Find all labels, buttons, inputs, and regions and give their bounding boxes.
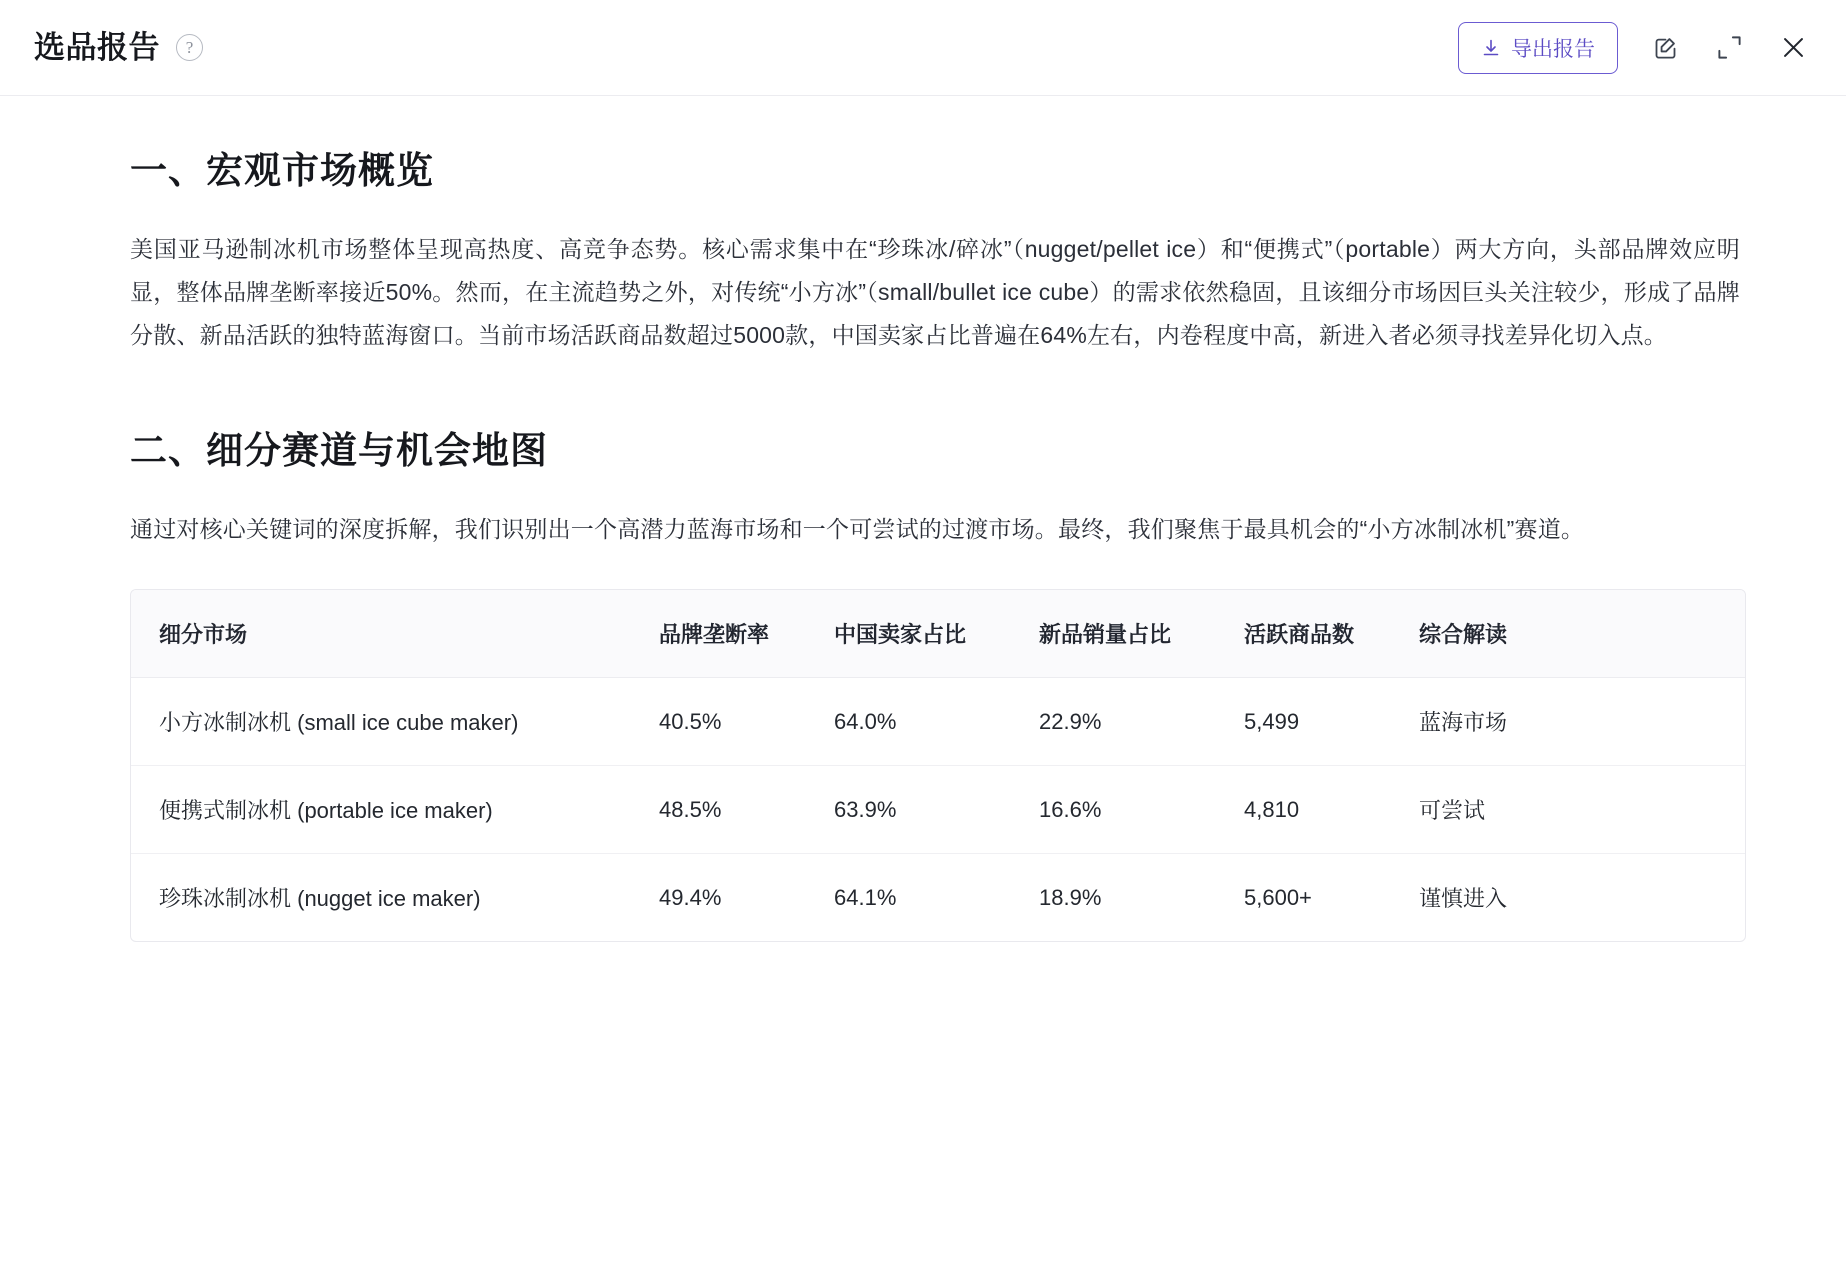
cell-market: 便携式制冰机 (portable ice maker): [131, 766, 659, 854]
close-icon[interactable]: [1776, 31, 1810, 65]
cell-market: 珍珠冰制冰机 (nugget ice maker): [159, 886, 481, 912]
section-paragraph-macro-overview: 美国亚马逊制冰机市场整体呈现高热度、高竞争态势。核心需求集中在“珍珠冰/碎冰”（nugget/pellet ice）和“便携式”（portable）两大方向，头部品牌效应明显，整体品牌垄断率接近50%。然而，在主流趋势之外，对传统“小方冰”（small/bullet ice cube）的需求依然稳固，且该细分市场因巨头关注较少，形成了品牌分散、新品活跃的独特蓝海窗口。当前市场活跃商品数超过5000款，中国卖家占比普遍在64%左右，内卷程度中高，新进入者必须寻找差异化切入点。: [130, 236, 1740, 348]
header-left-group: [34, 32, 203, 63]
section-heading-macro-overview: 一、宏观市场概览: [130, 150, 434, 191]
table-header: [131, 590, 1745, 678]
table-row: [131, 766, 1745, 854]
section-heading-segment-map: 二、细分赛道与机会地图: [130, 430, 548, 472]
table-row: [131, 678, 1745, 766]
help-icon[interactable]: ?: [176, 34, 203, 61]
cell-cn-seller-share: 64.1%: [834, 884, 897, 910]
column-header-new-product-share: 新品销量占比: [1039, 590, 1244, 678]
column-header-cn-seller-share: 中国卖家占比: [834, 590, 1039, 678]
export-report-button[interactable]: [1458, 22, 1618, 74]
edit-square-icon[interactable]: [1648, 31, 1682, 65]
cell-market: 小方冰制冰机 (small ice cube maker): [131, 678, 659, 766]
cell-new-product-share: 18.9%: [1039, 884, 1102, 910]
cell-verdict: 谨慎进入: [1419, 886, 1508, 912]
header-actions: [1458, 22, 1810, 74]
cell-new-product-share: 16.6%: [1039, 766, 1244, 854]
export-report-label: 导出报告: [1511, 37, 1595, 61]
report-body: [0, 96, 1846, 1268]
cell-brand-monopoly: 48.5%: [659, 766, 834, 854]
section-paragraph-segment-map: 通过对核心关键词的深度拆解，我们识别出一个高潜力蓝海市场和一个可尝试的过渡市场。最终，我们聚焦于最具机会的“小方冰制冰机”赛道。: [130, 516, 1585, 543]
column-header-brand-monopoly: 品牌垄断率: [659, 590, 834, 678]
segment-opportunity-table: [130, 589, 1746, 942]
table-body: [131, 678, 1745, 942]
cell-cn-seller-share: 64.0%: [834, 678, 1039, 766]
cell-active-products: 4,810: [1244, 766, 1419, 854]
column-header-active-products: 活跃商品数: [1244, 590, 1419, 678]
cell-cn-seller-share: 63.9%: [834, 766, 1039, 854]
cell-brand-monopoly: 49.4%: [659, 884, 722, 910]
table-header-row: [131, 590, 1745, 678]
cell-brand-monopoly: 40.5%: [659, 678, 834, 766]
download-icon: [1481, 38, 1501, 58]
report-header: [0, 0, 1846, 96]
table: [131, 590, 1745, 941]
expand-icon[interactable]: [1712, 31, 1746, 65]
page-title: 选品报告: [34, 30, 160, 65]
cell-verdict: 蓝海市场: [1419, 678, 1745, 766]
column-header-market: 细分市场: [131, 590, 659, 678]
cell-verdict: 可尝试: [1419, 766, 1745, 854]
cell-active-products: 5,499: [1244, 678, 1419, 766]
column-header-verdict: 综合解读: [1419, 590, 1745, 678]
cell-active-products: 5,600+: [1244, 884, 1312, 910]
cell-new-product-share: 22.9%: [1039, 678, 1244, 766]
table-row: [131, 854, 1745, 942]
